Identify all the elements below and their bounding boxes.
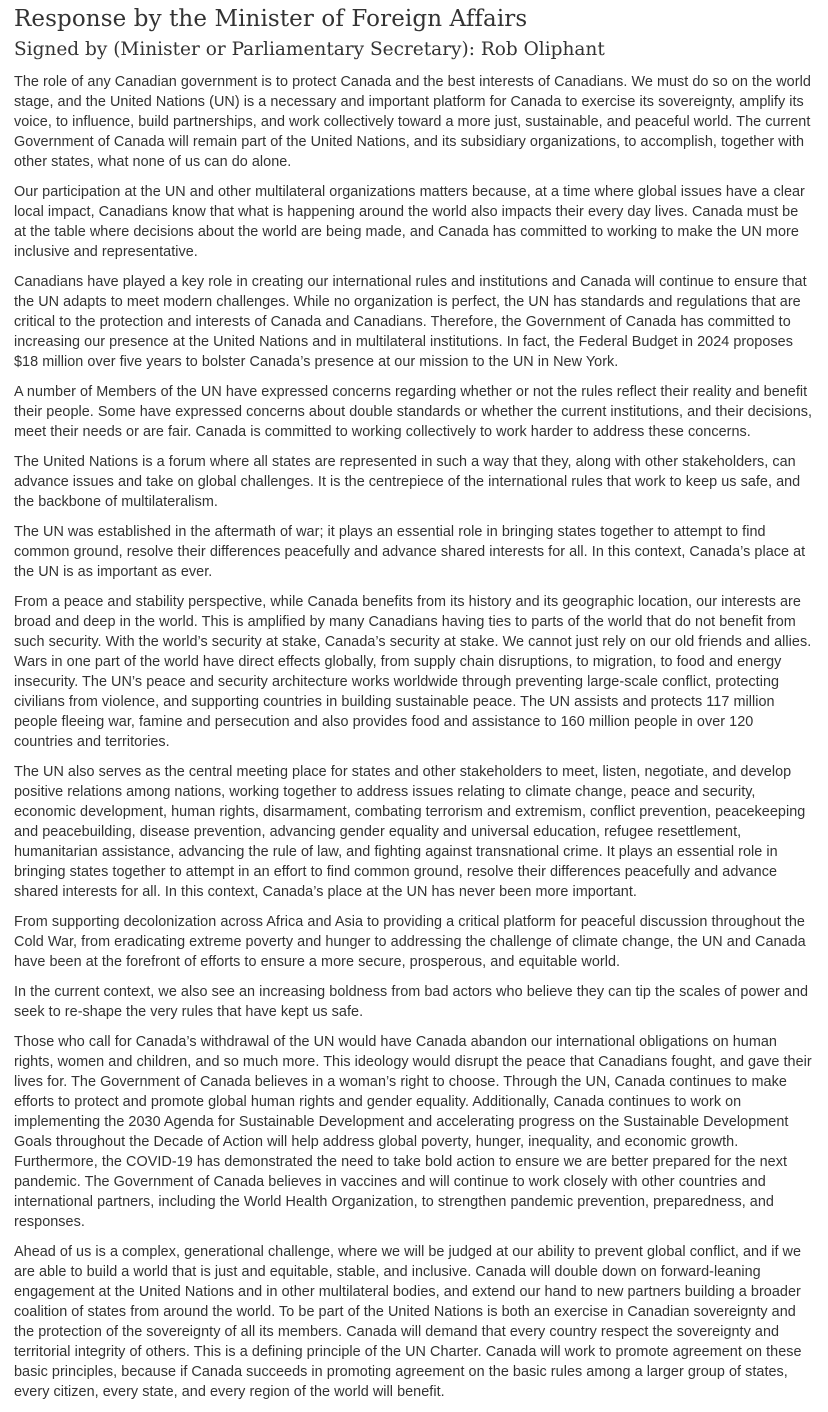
- paragraph-role-of-government: The role of any Canadian government is to protect Canada and the best interests of Canadians. We must do so on the world stage, and the United Nations (UN) is a necessary and important platform for Canada to exercise its sovereignty, amplify its voice, to influence, build partnerships, and work collectively toward a more just, sustainable, and peaceful world. The current Government of Canada will remain part of the United Nations, and its subsidiary organizations, to accomplish, together with other states, what none of us can do alone.: [14, 74, 811, 170]
- signed-by-line: Signed by (Minister or Parliamentary Secretary): Rob Oliphant: [14, 39, 605, 60]
- paragraph-decolonization: From supporting decolonization across Africa and Asia to providing a critical platform for peaceful discussion throughout the Cold War, from eradicating extreme poverty and hunger to addressing the challenge of climate change, the UN and Canada have been at the forefront of efforts to ensure a more secure, prosperous, and equitable world.: [14, 914, 806, 970]
- paragraph-ahead-of-us: Ahead of us is a complex, generational challenge, where we will be judged at our ability to prevent global conflict, and if we are able to build a world that is just and equitable, stable, and inclusive. Canada will double down on forward-leaning engagement at the United Nations and in other multilateral bodies, and extend our hand to new partners building a broader coalition of states from around the world. To be part of the United Nations is both an exercise in Canadian sovereignty and the protection of the sovereignty of all its members. Canada will demand that every country respect the sovereignty and territorial integrity of others. This is a defining principle of the UN Charter. Canada will work to promote agreement on these basic principles, because if Canada succeeds in promoting agreement on the basic rules among a larger group of states, every citizen, every state, and every region of the world will benefit.: [14, 1244, 802, 1400]
- paragraph-participation: Our participation at the UN and other multilateral organizations matters because, at a time where global issues have a clear local impact, Canadians know that what is happening around the world also impacts their every day lives. Canada must be at the table where decisions about the world are being made, and Canada has committed to working to make the UN more inclusive and representative.: [14, 184, 805, 260]
- paragraph-meeting-place: The UN also serves as the central meeting place for states and other stakeholders to meet, listen, negotiate, and develop positive relations among nations, working together to address issues relating to climate change, peace and security, economic development, human rights, disarmament, combating terrorism and extremism, conflict prevention, peacekeeping and peacebuilding, disease prevention, advancing gender equality and universal education, refugee resettlement, humanitarian assistance, advancing the rule of law, and fighting against transnational crime. It plays an essential role in bringing states together to attempt in an effort to find common ground, resolve their differences peacefully and advance shared interests for all. In this context, Canada’s place at the UN has never been more important.: [14, 764, 806, 900]
- paragraph-withdrawal: Those who call for Canada’s withdrawal of the UN would have Canada abandon our international obligations on human rights, women and children, and so much more. This ideology would disrupt the peace that Canadians fought, and gave their lives for. The Government of Canada believes in a woman’s right to choose. Through the UN, Canada continues to make efforts to protect and promote global human rights and gender equality. Additionally, Canada continues to work on implementing the 2030 Agenda for Sustainable Development and accelerating progress on the Sustainable Development Goals throughout the Decade of Action will help address global poverty, hunger, inequality, and economic growth. Furthermore, the COVID-19 has demonstrated the need to take bold action to ensure we are better prepared for the next pandemic. The Government of Canada believes in vaccines and will continue to work closely with other countries and international partners, including the World Health Organization, to strengthen pandemic prevention, preparedness, and responses.: [14, 1034, 812, 1230]
- paragraph-peace-stability: From a peace and stability perspective, while Canada benefits from its history and its geographic location, our interests are broad and deep in the world. This is amplified by many Canadians having ties to parts of the world that do not benefit from such security. With the world’s security at stake, Canada’s security at stake. We cannot just rely on our old friends and allies. Wars in one part of the world have direct effects globally, from supply chain disruptions, to migration, to food and energy insecurity. The UN’s peace and security architecture works worldwide through preventing large-scale conflict, protecting civilians from violence, and supporting countries in building sustainable peace. The UN assists and protects 117 million people fleeing war, famine and persecution and also provides food and assistance to 160 million people in over 120 countries and territories.: [14, 594, 812, 750]
- paragraph-member-concerns: A number of Members of the UN have expressed concerns regarding whether or not the rules reflect their reality and benefit their people. Some have expressed concerns about double standards or whether the current institutions, and their decisions, meet their needs or are fair. Canada is committed to working collectively to work harder to address these concerns.: [14, 384, 813, 440]
- paragraph-current-context: In the current context, we also see an increasing boldness from bad actors who believe they can tip the scales of power and seek to re-shape the very rules that have kept us safe.: [14, 984, 809, 1020]
- response-document: [14, 4, 814, 1412]
- paragraph-forum: The United Nations is a forum where all states are represented in such a way that they, along with other stakeholders, can advance issues and take on global challenges. It is the centrepiece of the international rules that work to keep us safe, and the backbone of multilateralism.: [14, 454, 801, 510]
- paragraph-established: The UN was established in the aftermath of war; it plays an essential role in bringing states together to attempt to find common ground, resolve their differences peacefully and advance shared interests for all. In this context, Canada’s place at the UN is as important as ever.: [14, 524, 806, 580]
- paragraph-key-role: Canadians have played a key role in creating our international rules and institutions and Canada will continue to ensure that the UN adapts to meet modern challenges. While no organization is perfect, the UN has standards and regulations that are critical to the protection and interests of Canada and Canadians. Therefore, the Government of Canada has committed to increasing our presence at the United Nations and in multilateral institutions. In fact, the Federal Budget in 2024 proposes $18 million over five years to bolster Canada’s presence at our mission to the UN in New York.: [14, 274, 807, 370]
- page-title: Response by the Minister of Foreign Affairs: [14, 6, 528, 32]
